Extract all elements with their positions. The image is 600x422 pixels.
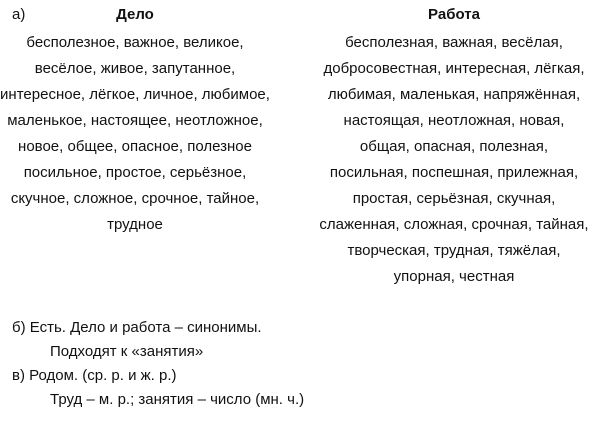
delo-line: маленькое, настоящее, неотложное, [7, 112, 263, 129]
rabota-column [308, 4, 600, 290]
delo-line: новое, общее, опасное, полезное [18, 138, 252, 155]
delo-line: посильное, простое, серьёзное, [23, 164, 247, 181]
rabota-line: упорная, честная [393, 268, 515, 285]
rabota-line: посильная, поспешная, прилежная, [329, 164, 579, 181]
rabota-line: любимая, маленькая, напряжённая, [327, 86, 581, 103]
rabota-line: творческая, трудная, тяжёлая, [347, 242, 561, 259]
rabota-line: добросовестная, интересная, лёгкая, [323, 60, 585, 77]
rabota-column-title: Работа [428, 6, 480, 23]
rabota-line: слаженная, сложная, срочная, тайная, [319, 216, 589, 233]
delo-column [0, 4, 270, 238]
section-a-marker: а) [12, 6, 26, 23]
note-v-line1: в) Родом. (ср. р. и ж. р.) [12, 367, 177, 384]
delo-line: интересное, лёгкое, личное, любимое, [0, 86, 270, 103]
note-v-line2: Труд – м. р.; занятия – число (мн. ч.) [50, 391, 305, 408]
delo-line: скучное, сложное, срочное, тайное, [10, 190, 260, 207]
note-b-line1: б) Есть. Дело и работа – синонимы. [12, 319, 262, 336]
rabota-line: настоящая, неотложная, новая, [343, 112, 565, 129]
rabota-line: общая, опасная, полезная, [359, 138, 549, 155]
notes-section [12, 316, 304, 412]
delo-column-title: Дело [116, 6, 154, 23]
delo-line: трудное [107, 216, 163, 233]
rabota-line: бесполезная, важная, весёлая, [345, 34, 563, 51]
note-b-line2: Подходят к «занятия» [50, 343, 204, 360]
delo-line: бесполезное, важное, великое, [26, 34, 244, 51]
delo-line: весёлое, живое, запутанное, [34, 60, 236, 77]
rabota-line: простая, серьёзная, скучная, [352, 190, 556, 207]
